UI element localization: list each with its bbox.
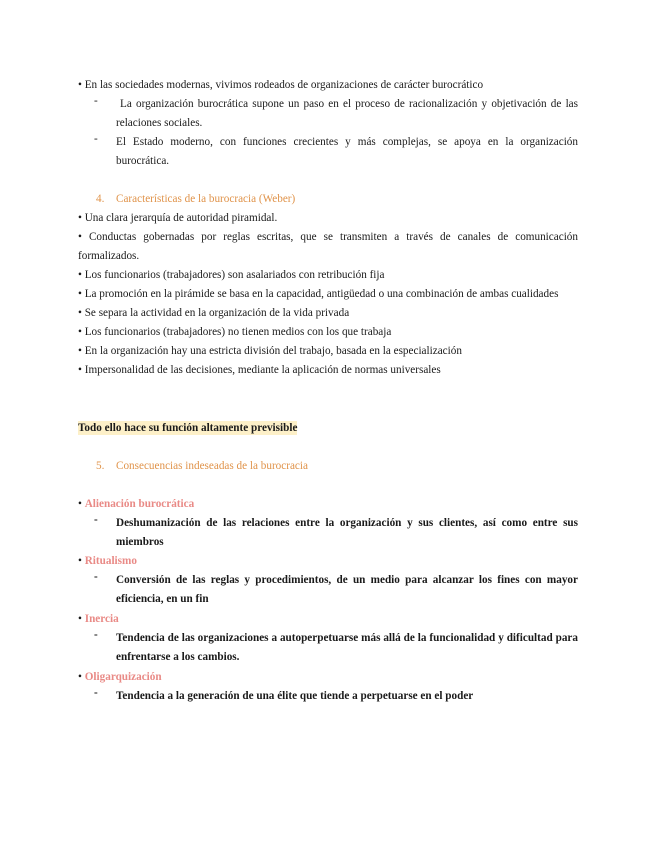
consequence-title: [78, 552, 137, 571]
consequence-ritualismo: Ritualismo: [84, 555, 137, 567]
section-4-heading: [96, 190, 295, 209]
bullet-marker: •: [78, 671, 82, 683]
highlighted-text: Todo ello hace su función altamente previsible: [78, 422, 298, 434]
sub-item-1: [78, 95, 578, 133]
consequence-inercia: Inercia: [84, 613, 119, 625]
consequence-desc: [78, 687, 578, 706]
list-item: • Impersonalidad de las decisiones, mediante la aplicación de normas universales: [78, 364, 441, 376]
consequence-alienacion: Alienación burocrática: [84, 498, 195, 510]
sub-item-1-text: La organización burocrática supone un paso en el proceso de racionalización y objetivación de las relaciones sociales.: [116, 98, 578, 129]
section-5-number: 5.: [96, 460, 105, 472]
consequence-desc: [78, 629, 578, 667]
consequence-desc: [78, 514, 578, 552]
section-4-title: Características de la burocracia (Weber): [116, 193, 296, 205]
list-item: • Los funcionarios (trabajadores) no tienen medios con los que trabaja: [78, 326, 392, 338]
sub-item-2-text: El Estado moderno, con funciones crecientes y más complejas, se apoya en la organización burocrática.: [116, 136, 578, 167]
intro-bullet: • En las sociedades modernas, vivimos rodeados de organizaciones de carácter burocrático: [78, 79, 484, 91]
dash-marker: -: [94, 133, 98, 145]
list-item: • Conductas gobernadas por reglas escritas, que se transmiten a través de canales de comunicación formalizados.: [78, 231, 578, 262]
highlight-note: [78, 419, 297, 438]
consequence-oligarquizacion: Oligarquización: [84, 671, 162, 683]
bullet-marker: •: [78, 555, 82, 567]
characteristics-list: [78, 209, 578, 380]
section-5-heading: [96, 457, 308, 476]
dash-marker: -: [94, 629, 98, 641]
consequence-title: [78, 495, 194, 514]
section-4-number: 4.: [96, 193, 105, 205]
list-item: • Una clara jerarquía de autoridad piramidal.: [78, 212, 278, 224]
consequence-title: [78, 610, 119, 629]
consequence-desc: [78, 571, 578, 609]
consequence-desc-text: Tendencia de las organizaciones a autoperpetuarse más allá de la funcionalidad y dificultad para enfrentarse a los cambios.: [116, 632, 578, 663]
list-item: • En la organización hay una estricta división del trabajo, basada en la especialización: [78, 345, 462, 357]
consequence-title: [78, 668, 162, 687]
bullet-marker: •: [78, 498, 82, 510]
list-item: • Se separa la actividad en la organización de la vida privada: [78, 307, 350, 319]
list-item: • La promoción en la pirámide se basa en la capacidad, antigüedad o una combinación de ambas cualidades: [78, 288, 559, 300]
list-item: • Los funcionarios (trabajadores) son asalariados con retribución fija: [78, 269, 385, 281]
sub-item-2: [78, 133, 578, 171]
dash-marker: -: [94, 687, 98, 699]
section-5-title: Consecuencias indeseadas de la burocracia: [116, 460, 308, 472]
bullet-marker: •: [78, 613, 82, 625]
consequence-desc-text: Tendencia a la generación de una élite que tiende a perpetuarse en el poder: [116, 690, 474, 702]
dash-marker: -: [94, 571, 98, 583]
consequence-desc-text: Conversión de las reglas y procedimientos, de un medio para alcanzar los fines con mayor eficiencia, en un fin: [116, 574, 578, 605]
dash-marker: -: [94, 514, 98, 526]
dash-marker: -: [94, 95, 98, 107]
consequence-desc-text: Deshumanización de las relaciones entre la organización y sus clientes, así como entre sus miembros: [116, 517, 578, 548]
